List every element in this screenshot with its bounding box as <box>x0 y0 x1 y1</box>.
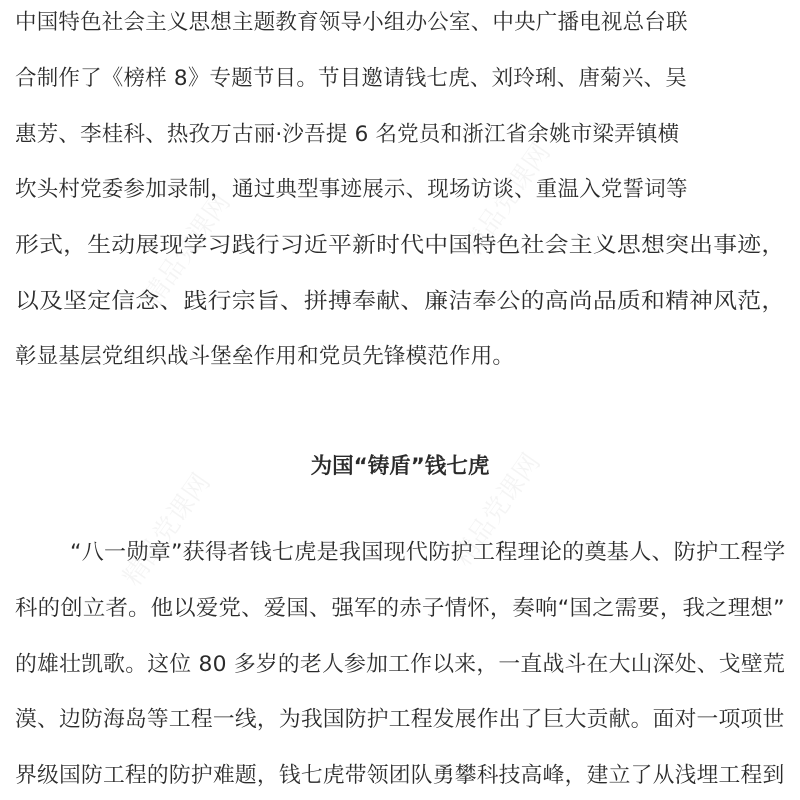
paragraph-line: 惠芳、李桂科、热孜万古丽·沙吾提 6 名党员和浙江省余姚市梁弄镇横 <box>15 122 680 147</box>
paragraph-line: 中国特色社会主义思想主题教育领导小组办公室、中央广播电视总台联 <box>15 10 688 35</box>
paragraph-line: 以及坚定信念、践行宗旨、拼搏奉献、廉洁奉公的高尚品质和精神风范， <box>15 289 786 314</box>
paragraph-line: 彰显基层党组织战斗堡垒作用和党员先锋模范作用。 <box>15 344 515 369</box>
paragraph-line: 漠、边防海岛等工程一线，为我国防护工程发展作出了巨大贡献。面对一项项世 <box>15 707 785 732</box>
section-heading: 为国“铸盾”钱七虎 <box>310 454 490 479</box>
paragraph-line: 的雄壮凯歌。这位 80 多岁的老人参加工作以来，一直战斗在大山深处、戈壁荒 <box>15 652 785 677</box>
paragraph-line: 界级国防工程的防护难题，钱七虎带领团队勇攀科技高峰，建立了从浅埋工程到 <box>15 763 785 788</box>
paragraph-line: 形式，生动展现学习践行习近平新时代中国特色社会主义思想突出事迹， <box>15 233 786 258</box>
paragraph-line: 坎头村党委参加录制，通过典型事迹展示、现场访谈、重温入党誓词等 <box>15 177 688 202</box>
paragraph-line: 合制作了《榜样 8》专题节目。节目邀请钱七虎、刘玲琍、唐菊兴、吴 <box>15 66 687 91</box>
paragraph-line: 科的创立者。他以爱党、爱国、强军的赤子情怀，奏响“国之需要，我之理想” <box>15 596 785 621</box>
watermark <box>113 465 218 593</box>
paragraph-line: “八一勋章”获得者钱七虎是我国现代防护工程理论的奠基人、防护工程学 <box>70 540 786 565</box>
